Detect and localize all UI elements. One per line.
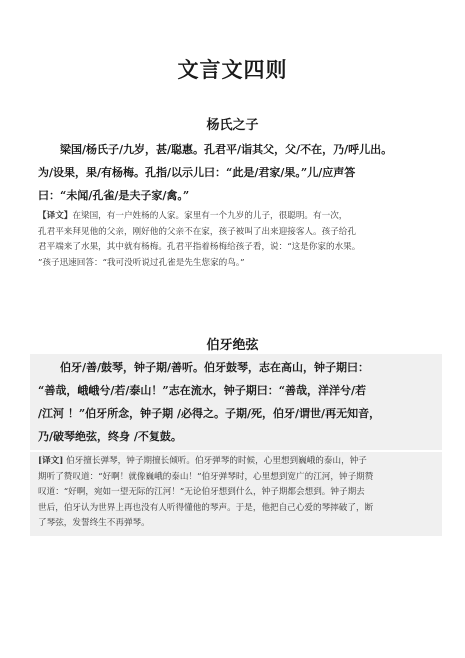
- original-line: /江河 ！”伯牙所念，钟子期 /必得之。子期/死，伯牙/谓世/再无知音，: [38, 407, 381, 420]
- original-text-yangshizhizi: [38, 138, 438, 207]
- translation-tag: 【译文】: [38, 211, 73, 221]
- translation-line-text: 在梁国，有一户姓杨的人家。家里有一个九岁的儿子，很聪明。有一次，: [72, 211, 348, 221]
- translation-line: 叹道：“好啊，宛如一望无际的江河！”无论伯牙想到什么，钟子期都会想到。钟子期去: [38, 487, 365, 497]
- original-line: 伯牙/善/鼓琴，钟子期/善听。伯牙鼓琴，志在高山，钟子期曰：: [60, 361, 370, 374]
- original-line: 曰：“未闻/孔雀/是夫子家/禽。”: [38, 189, 190, 202]
- original-line: 乃/破琴绝弦，终身 /不复鼓。: [38, 430, 182, 443]
- translation-line-text: 伯牙擅长弹琴，钟子期擅长倾听。伯牙弹琴的时候，心里想到巍峨的泰山，钟子: [66, 456, 367, 466]
- original-line: 为/设果，果/有杨梅。孔指/以示儿曰：“此是/君家/果。”儿/应声答: [38, 166, 356, 179]
- original-text-boyajuexian: [38, 356, 438, 448]
- translation-line: [38, 454, 438, 470]
- translation-tag: [译文]: [38, 456, 64, 466]
- section-title-boyajuexian: 伯牙绝弦: [206, 338, 259, 353]
- translation-line: 君平端来了水果，其中就有杨梅。孔君平指着杨梅给孩子看，说：“这是你家的水果。: [38, 242, 361, 252]
- original-line: 梁国/杨氏子/九岁，甚/聪惠。孔君平/诣其父，父/不在，乃/呼儿出。: [60, 143, 393, 156]
- translation-line: [38, 209, 438, 225]
- translation-line: 了琴弦，发誓终生不再弹琴。: [38, 518, 150, 528]
- translation-line: 孔君平来拜见他的父亲，刚好他的父亲不在家，孩子被叫了出来迎接客人。孩子给孔: [38, 226, 356, 237]
- section-title-yangshizhizi: 杨氏之子: [206, 118, 259, 133]
- document-title: 文言文四则: [177, 58, 288, 82]
- translation-boyajuexian: [38, 454, 438, 532]
- translation-yangshizhizi: [38, 209, 438, 271]
- original-line: “善哉，峨峨兮/若/泰山！”志在流水，钟子期曰：“善哉，洋洋兮/若: [38, 384, 367, 397]
- translation-line: ”孩子迅速回答：“我可没听说过孔雀是先生您家的鸟。”: [38, 257, 245, 268]
- translation-line: 期听了赞叹道：“好啊！就像巍峨的泰山！”伯牙弹琴时，心里想到宽广的江河，钟子期赞: [38, 471, 374, 482]
- translation-line: 世后，伯牙认为世界上再也没有人听得懂他的琴声。于是，他把自己心爱的琴摔破了，断: [38, 502, 374, 513]
